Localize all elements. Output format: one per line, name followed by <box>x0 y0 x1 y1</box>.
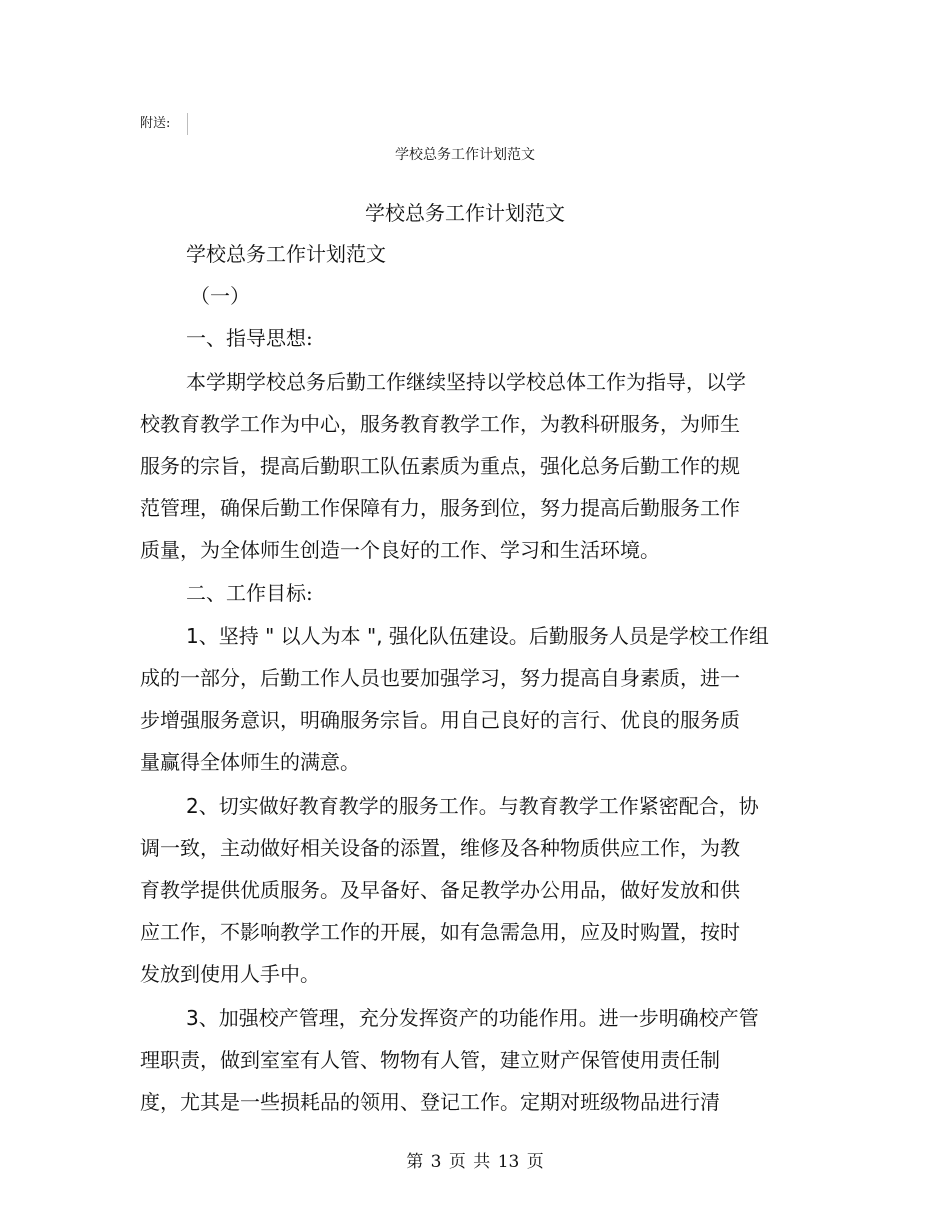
paragraph-line: 3、加强校产管理，充分发挥资产的功能作用。进一步明确校产管 <box>186 1006 759 1030</box>
paragraph-line: 成的一部分，后勤工作人员也要加强学习，努力提高自身素质，进一 <box>140 666 740 690</box>
paragraph-line: 范管理，确保后勤工作保障有力，服务到位，努力提高后勤服务工作 <box>140 496 740 520</box>
paragraph-line: 发放到使用人手中。 <box>140 962 320 986</box>
paragraph-line: 步增强服务意识，明确服务宗旨。用自己良好的言行、优良的服务质 <box>140 708 740 732</box>
paragraph-line: 调一致，主动做好相关设备的添置，维修及各种物质供应工作，为教 <box>140 836 740 860</box>
paragraph-line: 质量，为全体师生创造一个良好的工作、学习和生活环境。 <box>140 538 660 562</box>
paragraph-line: 2、切实做好教育教学的服务工作。与教育教学工作紧密配合，协 <box>186 794 759 818</box>
attachment-divider <box>187 113 188 135</box>
paragraph-line: 应工作，不影响教学工作的开展，如有急需急用，应及时购置，按时 <box>140 920 740 944</box>
header-title: 学校总务工作计划范文 <box>395 147 535 163</box>
page-footer: 第 3 页 共 13 页 <box>406 1152 544 1172</box>
subtitle: 学校总务工作计划范文 <box>186 242 386 266</box>
section-marker: （一） <box>190 284 250 308</box>
paragraph-line: 服务的宗旨，提高后勤职工队伍素质为重点，强化总务后勤工作的规 <box>140 454 740 478</box>
section1-heading: 一、指导思想: <box>186 326 313 350</box>
paragraph-line: 本学期学校总务后勤工作继续坚持以学校总体工作为指导，以学 <box>186 370 746 394</box>
section2-heading: 二、工作目标: <box>186 581 313 605</box>
paragraph-line: 校教育教学工作为中心，服务教育教学工作，为教科研服务，为师生 <box>140 412 740 436</box>
paragraph-line: 度，尤其是一些损耗品的领用、登记工作。定期对班级物品进行清 <box>140 1090 720 1114</box>
main-title: 学校总务工作计划范文 <box>365 201 565 225</box>
paragraph-line: 量赢得全体师生的满意。 <box>140 750 360 774</box>
paragraph-line: 1、坚持 " 以人为本 ", 强化队伍建设。后勤服务人员是学校工作组 <box>186 624 769 648</box>
attachment-label: 附送: <box>140 116 171 131</box>
paragraph-line: 理职责，做到室室有人管、物物有人管，建立财产保管使用责任制 <box>140 1048 720 1072</box>
paragraph-line: 育教学提供优质服务。及早备好、备足教学办公用品，做好发放和供 <box>140 878 740 902</box>
